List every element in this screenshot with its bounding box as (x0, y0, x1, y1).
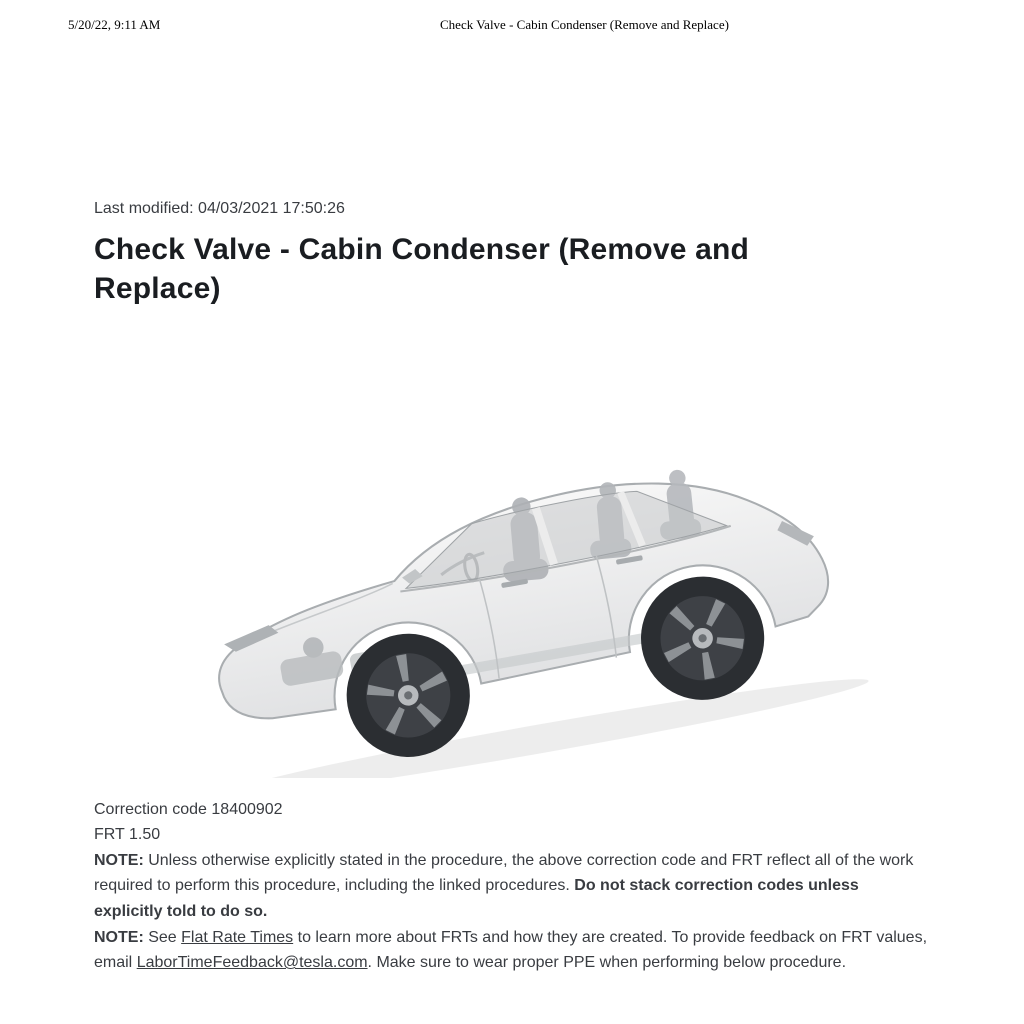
note-lead: See (143, 928, 182, 946)
labor-time-feedback-link[interactable]: LaborTimeFeedback@tesla.com (136, 954, 368, 972)
car-image (132, 316, 892, 778)
note-mid: to learn more about FRTs and how they are created. To provide feedback on FRT values, email (94, 928, 928, 972)
print-title: Check Valve - Cabin Condenser (Remove and Replace) (440, 17, 729, 32)
note-label: NOTE: (94, 928, 144, 946)
procedure-info (94, 797, 930, 976)
page-title: Check Valve - Cabin Condenser (Remove and Replace) (94, 232, 750, 305)
last-modified: Last modified: 04/03/2021 17:50:26 (94, 200, 345, 217)
note-body: Unless otherwise explicitly stated in the procedure, the above correction code and FRT reflect all of the work required to perform this procedure, including the linked procedures. (94, 851, 914, 895)
print-date: 5/20/22, 9:11 AM (68, 17, 161, 32)
rear-wheel (631, 566, 774, 709)
car-group (175, 441, 871, 778)
print-header (0, 17, 1024, 37)
flat-rate-times-link[interactable]: Flat Rate Times (181, 928, 294, 946)
note-frt (94, 925, 930, 976)
note-label: NOTE: (94, 851, 144, 869)
frt-value: FRT 1.50 (94, 826, 161, 844)
correction-code: Correction code 18400902 (94, 800, 283, 818)
note-correction (94, 848, 930, 925)
vehicle-illustration (132, 316, 892, 783)
note-bold-warning: Do not stack correction codes unless explicitly told to do so. (94, 877, 859, 920)
note-tail: . Make sure to wear proper PPE when performing below procedure. (367, 954, 847, 972)
